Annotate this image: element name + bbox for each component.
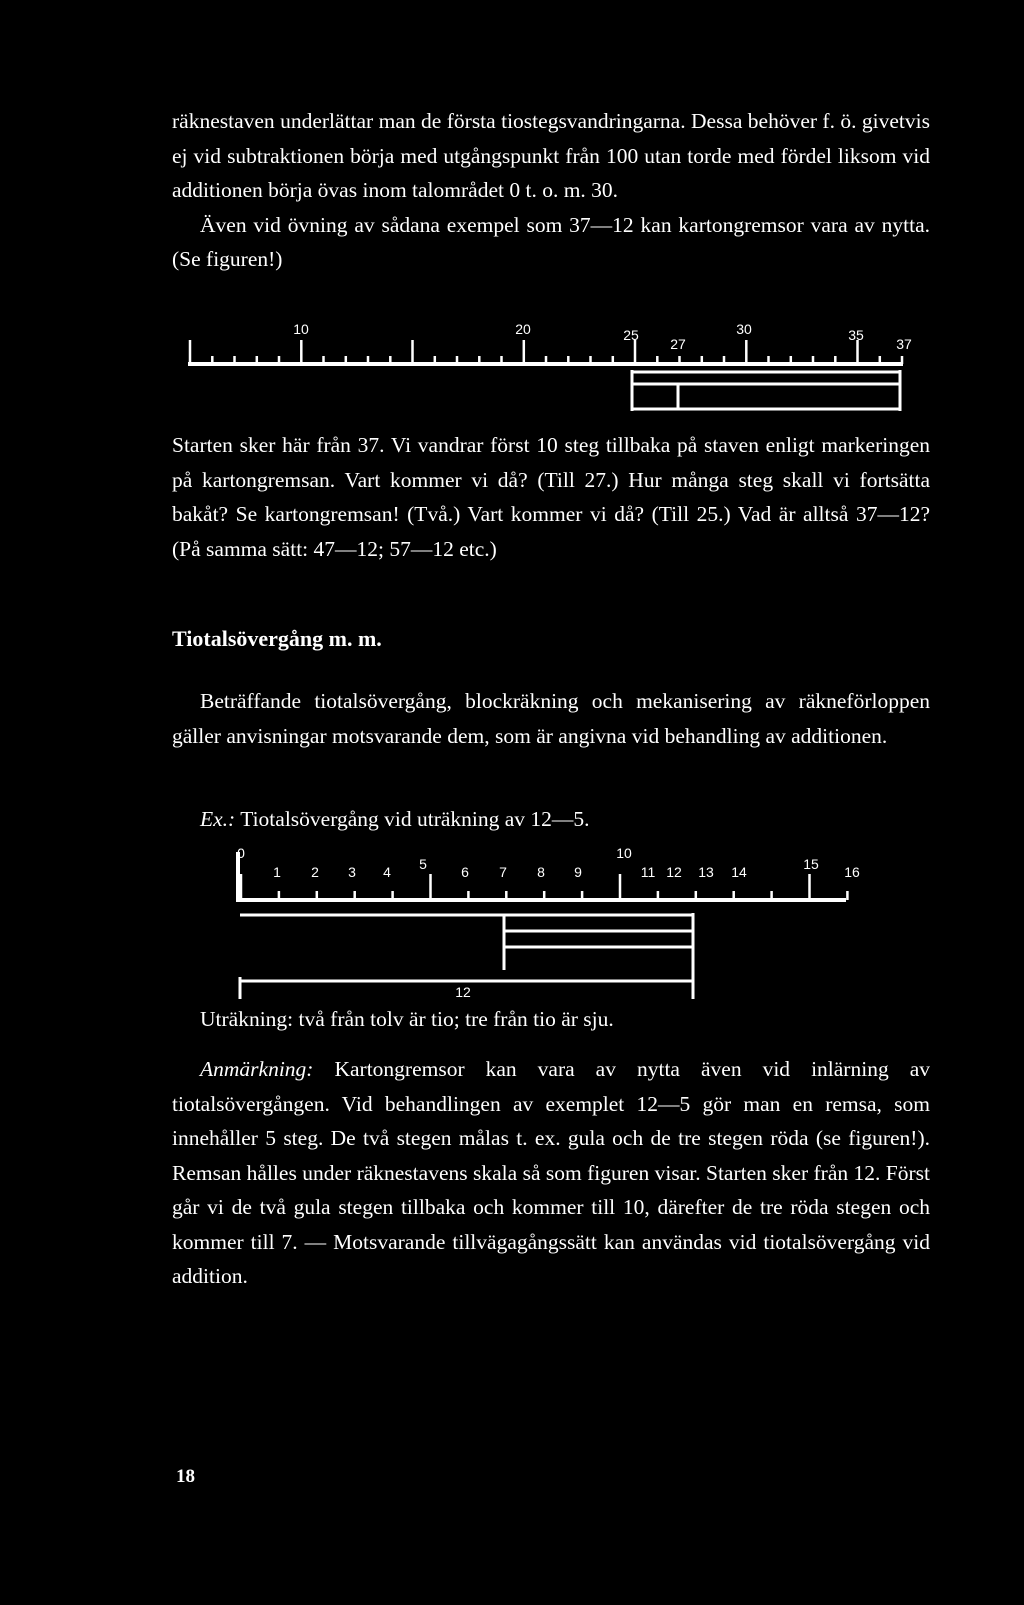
label-6: 6 — [461, 864, 469, 880]
page-number: 18 — [176, 1466, 195, 1487]
label-10: 10 — [293, 321, 309, 337]
label-12: 12 — [666, 864, 682, 880]
cardboard-strip — [240, 913, 693, 1000]
paragraph-1b-text: Även vid övning av sådana exempel som 37—12 kan kartongremsor vara av nytta. (Se figuren!) — [172, 212, 930, 271]
strip-label-12: 12 — [455, 984, 471, 1000]
label-4: 4 — [383, 864, 391, 880]
label-30: 30 — [736, 321, 752, 337]
paragraph-note — [172, 1052, 930, 1294]
label-27: 27 — [670, 336, 686, 352]
note-prefix: Anmärkning: — [200, 1057, 314, 1081]
paragraph-1-text: räknestaven underlättar man de första tiostegsvandringarna. Dessa behöver f. ö. givetvis ej vid subtraktionen börja med utgångspunkt från 100 utan torde med fördel liksom vid additionen börja övas inom talområdet 0 t. o. m. 30. — [172, 109, 930, 202]
label-1: 1 — [273, 864, 281, 880]
paragraph-1 — [172, 104, 930, 277]
label-11: 11 — [640, 864, 656, 880]
section-heading: Tiotalsövergång m. m. — [172, 626, 382, 651]
example-prefix: Ex.: — [200, 807, 236, 831]
label-35: 35 — [848, 327, 864, 343]
scale-labels — [293, 321, 912, 352]
paragraph-3 — [172, 684, 930, 753]
label-8: 8 — [537, 864, 545, 880]
scale-ticks — [190, 340, 902, 364]
label-9: 9 — [574, 864, 582, 880]
label-20: 20 — [515, 321, 531, 337]
paragraph-2-text: Starten sker här från 37. Vi vandrar först 10 steg tillbaka på staven enligt markeringen på kartongremsan. Vart kommer vi då? (Till 27.) Hur många steg skall vi fortsätta bakåt? Se kartongremsan! (Två.) Vart kommer vi då? (Till 25.) Vad är alltså 37—12? (På samma sätt: 47—12; 57—12 etc.) — [172, 433, 930, 561]
note-body: Kartongremsor kan vara av nytta även vid inlärning av tiotalsövergången. Vid behandlingen av exemplet 12—5 gör man en remsa, som innehåller 5 steg. De två stegen målas t. ex. gula och de tre stegen röda (se figuren!). Remsan hålles under räknestavens skala så som figuren visar. Starten sker från 12. Först går vi de två gula stegen tillbaka och kommer till 10, därefter de tre röda stegen och kommer till 7. — Motsvarande tillvägagångssätt kan användas vid tiotalsövergång vid addition. — [172, 1057, 930, 1288]
paragraph-calculation — [172, 1002, 930, 1037]
label-15: 15 — [803, 856, 819, 872]
number-line-figure-37-12 — [0, 312, 1024, 428]
label-13: 13 — [698, 864, 714, 880]
label-3: 3 — [348, 864, 356, 880]
label-14: 14 — [731, 864, 747, 880]
label-7: 7 — [499, 864, 507, 880]
cardboard-strip — [632, 370, 900, 411]
paragraph-example — [172, 802, 930, 837]
label-25: 25 — [623, 327, 639, 343]
scale-labels — [237, 845, 860, 880]
example-line — [172, 802, 930, 837]
calculation-text: Uträkning: två från tolv är tio; tre från tio är sju. — [200, 1007, 614, 1031]
number-line-figure-12-5 — [0, 844, 1024, 1004]
label-16: 16 — [844, 864, 860, 880]
note-text — [172, 1052, 930, 1294]
label-10: 10 — [616, 845, 632, 861]
paragraph-2 — [172, 428, 930, 566]
label-5: 5 — [419, 856, 427, 872]
label-0: 0 — [237, 845, 245, 861]
label-37: 37 — [896, 336, 912, 352]
paragraph-3-text: Beträffande tiotalsövergång, blockräkning och mekanisering av räkneförloppen gäller anvisningar motsvarande dem, som är angivna vid behandling av additionen. — [172, 689, 930, 748]
example-text: Tiotalsövergång vid uträkning av 12—5. — [235, 807, 590, 831]
label-2: 2 — [311, 864, 319, 880]
